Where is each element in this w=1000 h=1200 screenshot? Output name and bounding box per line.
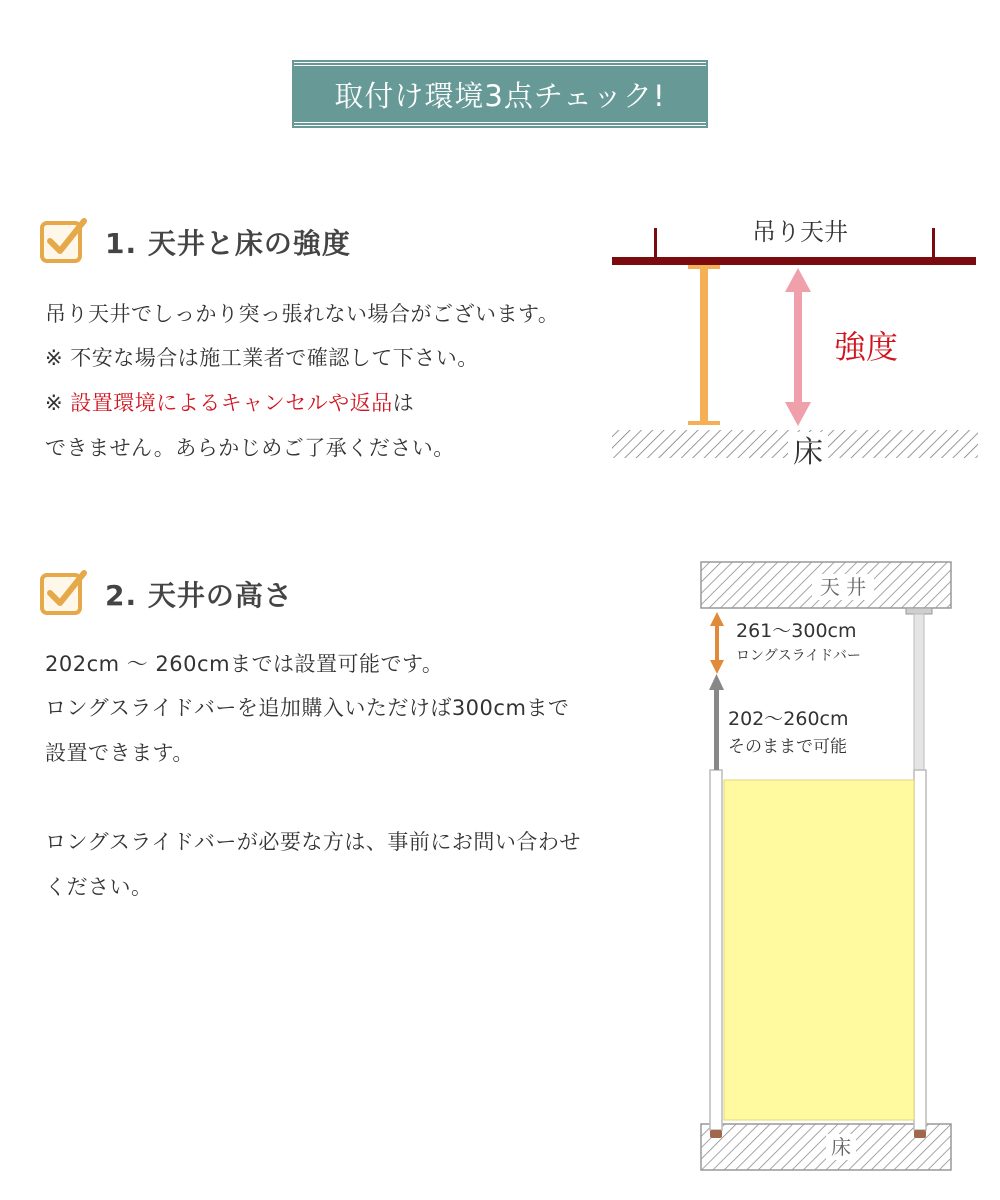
section2-line-2: ロングスライドバーを追加購入いただけば300cmまで <box>45 696 570 720</box>
line3-prefix: ※ <box>45 391 71 415</box>
pole-bottom-cap <box>688 421 720 425</box>
range1-note: ロングスライドバー <box>736 648 861 664</box>
floor-label: 床 <box>831 1135 851 1159</box>
screen-panel <box>724 780 914 1120</box>
ceiling-hanger-right <box>932 228 935 258</box>
ceiling-label: 天 井 <box>819 575 867 599</box>
section1-line-4: できません。あらかじめご了承ください。 <box>45 436 455 460</box>
section2-heading: 2. 天井の高さ <box>105 579 293 612</box>
section1-line-1: 吊り天井でしっかり突っ張れない場合がございます。 <box>45 302 560 326</box>
line3-warning: 設置環境によるキャンセルや返品 <box>70 391 393 415</box>
range1-value: 261〜300cm <box>736 620 857 642</box>
section2-line-5: ください。 <box>45 875 153 899</box>
checkbox-icon <box>38 567 88 617</box>
section1-line-2: ※ 不安な場合は施工業者で確認して下さい。 <box>45 346 479 370</box>
ceiling-label: 吊り天井 <box>752 218 848 246</box>
strength-label: 強度 <box>834 328 899 366</box>
floor-label: 床 <box>793 435 823 470</box>
section1-heading: 1. 天井と床の強度 <box>105 227 351 260</box>
right-slide-bar <box>914 614 924 774</box>
range2-value: 202〜260cm <box>728 708 849 730</box>
right-pole <box>914 770 926 1130</box>
right-pole-foot <box>914 1130 926 1138</box>
banner-title: 取付け環境3点チェック! <box>334 78 666 113</box>
strength-arrow <box>785 268 811 426</box>
left-pole-foot <box>710 1130 722 1138</box>
ceiling-bar <box>612 257 976 265</box>
height-diagram <box>700 560 954 1172</box>
checkbox-icon <box>38 215 88 265</box>
range2-arrow <box>709 674 724 770</box>
line3-suffix: は <box>392 391 415 415</box>
tension-pole <box>700 265 708 425</box>
section1-line-3 <box>45 387 414 417</box>
range1-arrow <box>710 612 724 674</box>
section2-line-3: 設置できます。 <box>45 741 194 765</box>
left-pole <box>710 770 722 1130</box>
section2-line-4: ロングスライドバーが必要な方は、事前にお問い合わせ <box>45 830 581 854</box>
title-banner <box>294 62 706 126</box>
strength-diagram <box>612 210 978 472</box>
ceiling-hanger-left <box>654 228 657 258</box>
section2-line-1: 202cm 〜 260cmまでは設置可能です。 <box>45 652 444 676</box>
right-pole-top-cap <box>906 608 932 614</box>
range2-note: そのままで可能 <box>728 737 847 757</box>
